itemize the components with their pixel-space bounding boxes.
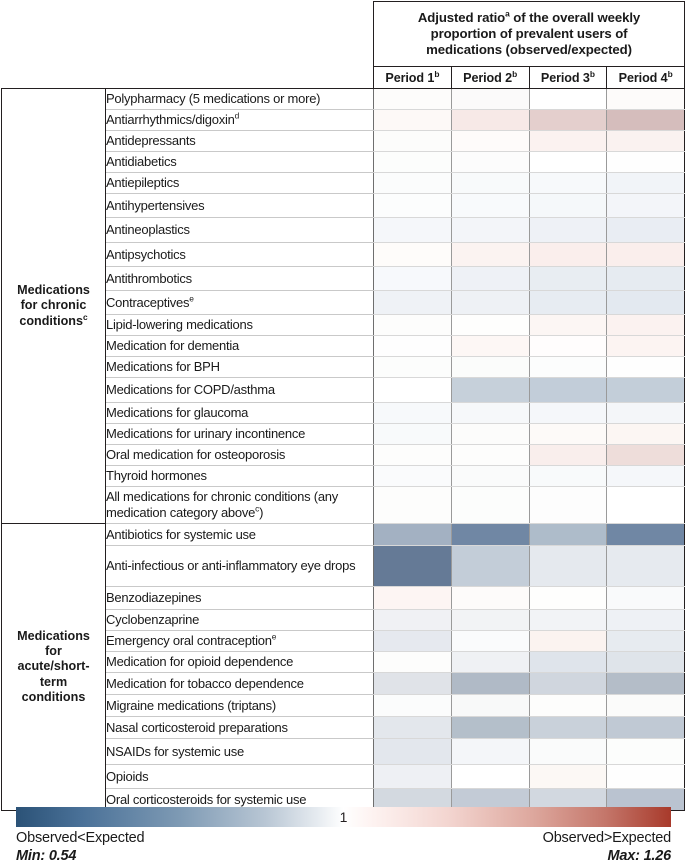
legend-left-label: Observed<Expected [16, 830, 145, 846]
heatmap-cell [607, 673, 685, 695]
table-header [2, 2, 685, 89]
heatmap-cell [374, 131, 452, 152]
heatmap-cell [374, 673, 452, 695]
heatmap-cell [607, 89, 685, 110]
row-label-text: Migraine medications (triptans) [106, 697, 276, 713]
heatmap-cell [607, 695, 685, 717]
heatmap-cell [374, 267, 452, 291]
heatmap-cell [607, 546, 685, 587]
row-label [106, 610, 374, 631]
heatmap-cell [607, 173, 685, 194]
column-header-period-4 [607, 67, 685, 89]
legend-right-label: Observed>Expected [542, 830, 671, 846]
heatmap-cell [529, 378, 607, 403]
heatmap-cell [374, 243, 452, 267]
heatmap-cell [451, 673, 529, 695]
heatmap-cell [374, 357, 452, 378]
heatmap-cell [374, 403, 452, 424]
heatmap-cell [607, 765, 685, 789]
heatmap-cell [607, 378, 685, 403]
heatmap-cell [607, 739, 685, 765]
colorbar-legend [16, 807, 671, 864]
heatmap-cell [529, 152, 607, 173]
heatmap-cell [451, 110, 529, 131]
heatmap-cell [607, 424, 685, 445]
row-label-text: Antidepressants [106, 133, 196, 149]
row-label [106, 110, 374, 131]
column-header-footnote: b [512, 68, 518, 79]
heatmap-cell [374, 336, 452, 357]
heatmap-cell [451, 218, 529, 243]
heatmap-cell [451, 610, 529, 631]
row-label-footnote: c [255, 503, 260, 514]
heatmap-cell [607, 717, 685, 739]
heatmap-cell [451, 466, 529, 487]
heatmap-cell [451, 152, 529, 173]
heatmap-cell [374, 652, 452, 673]
row-label-text: Antibiotics for systemic use [106, 526, 256, 542]
heatmap-cell [607, 131, 685, 152]
row-label [106, 378, 374, 403]
heatmap-cell [607, 357, 685, 378]
row-label-text: Contraceptives [106, 294, 190, 310]
column-header-label: Period 2 [463, 70, 513, 85]
table-body [2, 89, 685, 811]
heatmap-cell [451, 267, 529, 291]
legend-minmax-row [16, 848, 671, 864]
heatmap-cell [607, 218, 685, 243]
row-label-text: Medications for glaucoma [106, 405, 249, 421]
row-group-label-line: Medications [17, 283, 90, 298]
column-header-label: Period 1 [385, 70, 435, 85]
row-label [106, 445, 374, 466]
heatmap-cell [451, 131, 529, 152]
row-label-suffix: ) [259, 505, 264, 520]
heatmap-cell [374, 765, 452, 789]
row-label-text: Medications for urinary incontinence [106, 426, 306, 442]
row-label-text: Anti-infectious or anti-inflammatory eye drops [106, 558, 356, 574]
header-title [374, 2, 685, 67]
heatmap-cell [607, 194, 685, 218]
row-label [106, 631, 374, 652]
row-label-text: Opioids [106, 768, 149, 784]
colorbar-wrap [16, 807, 671, 827]
row-label-text: Thyroid hormones [106, 468, 207, 484]
table-row [2, 89, 685, 110]
colorbar-center-tick: 1 [339, 809, 348, 825]
heatmap-cell [607, 466, 685, 487]
row-label-text: Medication for opioid dependence [106, 654, 294, 670]
heatmap-cell [374, 110, 452, 131]
heatmap-cell [374, 89, 452, 110]
heatmap-cell [529, 357, 607, 378]
row-label [106, 336, 374, 357]
row-group-label-line: term [39, 674, 68, 689]
heatmap-cell [529, 291, 607, 315]
row-label-text: Oral medication for osteoporosis [106, 447, 286, 463]
row-label-footnote: d [234, 110, 240, 121]
header-title-line3: medications (observed/expected) [426, 42, 632, 58]
heatmap-cell [451, 524, 529, 546]
column-header-footnote: b [589, 68, 595, 79]
row-group-label-line: acute/short- [17, 659, 90, 674]
column-header-footnote: b [434, 68, 440, 79]
heatmap-cell [529, 131, 607, 152]
row-label [106, 173, 374, 194]
heatmap-cell [529, 243, 607, 267]
row-label-text: Oral corticosteroids for systemic use [106, 791, 307, 807]
heatmap-cell [529, 673, 607, 695]
legend-max-label: Max: 1.26 [607, 848, 671, 864]
row-label [106, 291, 374, 315]
row-label-text: Medications for COPD/asthma [106, 382, 275, 398]
row-label-text: Benzodiazepines [106, 590, 202, 606]
row-label-text: Medications for BPH [106, 359, 220, 375]
row-label-text: Antidiabetics [106, 154, 177, 170]
heatmap-cell [451, 315, 529, 336]
heatmap-cell [451, 291, 529, 315]
row-label [106, 152, 374, 173]
heatmap-cell [529, 173, 607, 194]
column-header-label: Period 4 [618, 70, 668, 85]
heatmap-cell [607, 610, 685, 631]
heatmap-cell [607, 110, 685, 131]
column-header-period-1 [374, 67, 452, 89]
heatmap-cell [529, 546, 607, 587]
heatmap-cell [451, 403, 529, 424]
heatmap-cell [607, 587, 685, 610]
heatmap-cell [529, 315, 607, 336]
heatmap-cell [374, 466, 452, 487]
row-label [106, 466, 374, 487]
heatmap-cell [451, 357, 529, 378]
column-header-footnote: b [667, 68, 673, 79]
heatmap-cell [607, 524, 685, 546]
heatmap-cell [451, 717, 529, 739]
row-label-text: Antihypertensives [106, 197, 205, 213]
column-header-period-3 [529, 67, 607, 89]
heatmap-cell [374, 631, 452, 652]
row-label-text: Nasal corticosteroid preparations [106, 719, 288, 735]
row-label-text: Emergency oral contraception [106, 633, 272, 649]
row-group-label-line: for [45, 644, 62, 659]
heatmap-cell [607, 267, 685, 291]
row-label [106, 765, 374, 789]
row-label [106, 673, 374, 695]
heatmap-cell [374, 218, 452, 243]
row-label-footnote: e [189, 293, 194, 304]
heatmap-cell [374, 739, 452, 765]
heatmap-cell [607, 291, 685, 315]
heatmap-cell [607, 403, 685, 424]
heatmap-table-figure [0, 1, 685, 866]
row-group-label-line: conditions [19, 313, 83, 328]
legend-direction-row [16, 830, 671, 846]
heatmap-cell [451, 487, 529, 524]
row-label [106, 403, 374, 424]
heatmap-cell [451, 194, 529, 218]
row-label [106, 487, 374, 524]
table-row [2, 524, 685, 546]
heatmap-cell [451, 765, 529, 789]
row-label [106, 194, 374, 218]
header-title-line1: Adjusted ratio [417, 9, 506, 25]
header-corner-blank [2, 2, 374, 89]
row-label [106, 267, 374, 291]
legend-min-label: Min: 0.54 [16, 848, 77, 864]
heatmap-cell [374, 695, 452, 717]
heatmap-cell [451, 546, 529, 587]
row-label [106, 587, 374, 610]
heatmap-cell [529, 110, 607, 131]
heatmap-cell [529, 194, 607, 218]
heatmap-cell [451, 424, 529, 445]
row-label-text: Antiarrhythmics/digoxin [106, 112, 235, 128]
row-label-footnote: e [271, 631, 277, 642]
heatmap-cell [607, 336, 685, 357]
heatmap-cell [529, 89, 607, 110]
heatmap-cell [529, 739, 607, 765]
row-label [106, 652, 374, 673]
heatmap-cell [607, 652, 685, 673]
row-group-label-line: Medications [17, 629, 90, 644]
heatmap-cell [529, 445, 607, 466]
heatmap-cell [529, 524, 607, 546]
heatmap-cell [529, 403, 607, 424]
column-header-label: Period 3 [540, 70, 590, 85]
header-title-line2: proportion of prevalent users of [430, 25, 628, 41]
row-label [106, 243, 374, 267]
row-group-label-line: conditions [21, 689, 86, 704]
heatmap-cell [607, 631, 685, 652]
row-label-text: All medications for chronic conditions (any medication category above [106, 489, 339, 520]
row-label-text: Antineoplastics [106, 222, 190, 238]
row-group-footnote: c [83, 311, 88, 322]
heatmap-cell [451, 89, 529, 110]
row-label [106, 315, 374, 336]
row-label [106, 131, 374, 152]
heatmap-cell [607, 243, 685, 267]
header-title-line1b: of the overall weekly [509, 9, 641, 25]
heatmap-cell [374, 546, 452, 587]
heatmap-cell [451, 445, 529, 466]
heatmap-cell [529, 695, 607, 717]
heatmap-cell [374, 291, 452, 315]
heatmap-cell [529, 218, 607, 243]
heatmap-cell [374, 378, 452, 403]
heatmap-cell [529, 466, 607, 487]
row-label [106, 524, 374, 546]
row-label-text: Lipid-lowering medications [106, 317, 253, 333]
heatmap-cell [529, 765, 607, 789]
heatmap-cell [607, 152, 685, 173]
heatmap-cell [451, 587, 529, 610]
column-header-period-2 [451, 67, 529, 89]
heatmap-cell [451, 652, 529, 673]
row-label [106, 424, 374, 445]
row-label-text: Antiepileptics [106, 175, 180, 191]
heatmap-cell [374, 445, 452, 466]
heatmap-cell [374, 587, 452, 610]
heatmap-cell [374, 315, 452, 336]
row-label [106, 89, 374, 110]
row-label [106, 546, 374, 587]
row-label-text: Polypharmacy (5 medications or more) [106, 91, 321, 107]
row-label-text: Cyclobenzaprine [106, 612, 200, 628]
heatmap-cell [529, 587, 607, 610]
heatmap-cell [374, 487, 452, 524]
heatmap-cell [374, 152, 452, 173]
heatmap-cell [529, 652, 607, 673]
header-title-footnote-a: a [505, 8, 510, 19]
heatmap-cell [374, 610, 452, 631]
heatmap-cell [451, 243, 529, 267]
heatmap-cell [607, 315, 685, 336]
heatmap-cell [451, 631, 529, 652]
heatmap-cell [374, 524, 452, 546]
heatmap-cell [451, 695, 529, 717]
row-label-text: NSAIDs for systemic use [106, 743, 245, 759]
heatmap-cell [374, 717, 452, 739]
heatmap-cell [451, 336, 529, 357]
row-label-text: Antipsychotics [106, 246, 186, 262]
row-label-text: Antithrombotics [106, 270, 192, 286]
row-group-label-line: for chronic [20, 298, 87, 313]
row-label [106, 218, 374, 243]
heatmap-cell [374, 424, 452, 445]
row-label [106, 357, 374, 378]
heatmap-cell [529, 631, 607, 652]
row-label-text: Medication for dementia [106, 338, 239, 354]
heatmap-cell [374, 173, 452, 194]
medication-ratio-matrix [1, 1, 685, 811]
row-label [106, 695, 374, 717]
row-group-label-acute [2, 524, 106, 811]
row-label [106, 717, 374, 739]
row-group-label-chronic [2, 89, 106, 524]
heatmap-cell [451, 378, 529, 403]
heatmap-cell [529, 336, 607, 357]
row-label [106, 739, 374, 765]
heatmap-cell [529, 487, 607, 524]
heatmap-cell [529, 424, 607, 445]
row-label-text: Medication for tobacco dependence [106, 675, 304, 691]
heatmap-cell [529, 610, 607, 631]
heatmap-cell [607, 487, 685, 524]
heatmap-cell [607, 445, 685, 466]
heatmap-cell [374, 194, 452, 218]
heatmap-cell [529, 267, 607, 291]
heatmap-cell [529, 717, 607, 739]
heatmap-cell [451, 173, 529, 194]
heatmap-cell [451, 739, 529, 765]
